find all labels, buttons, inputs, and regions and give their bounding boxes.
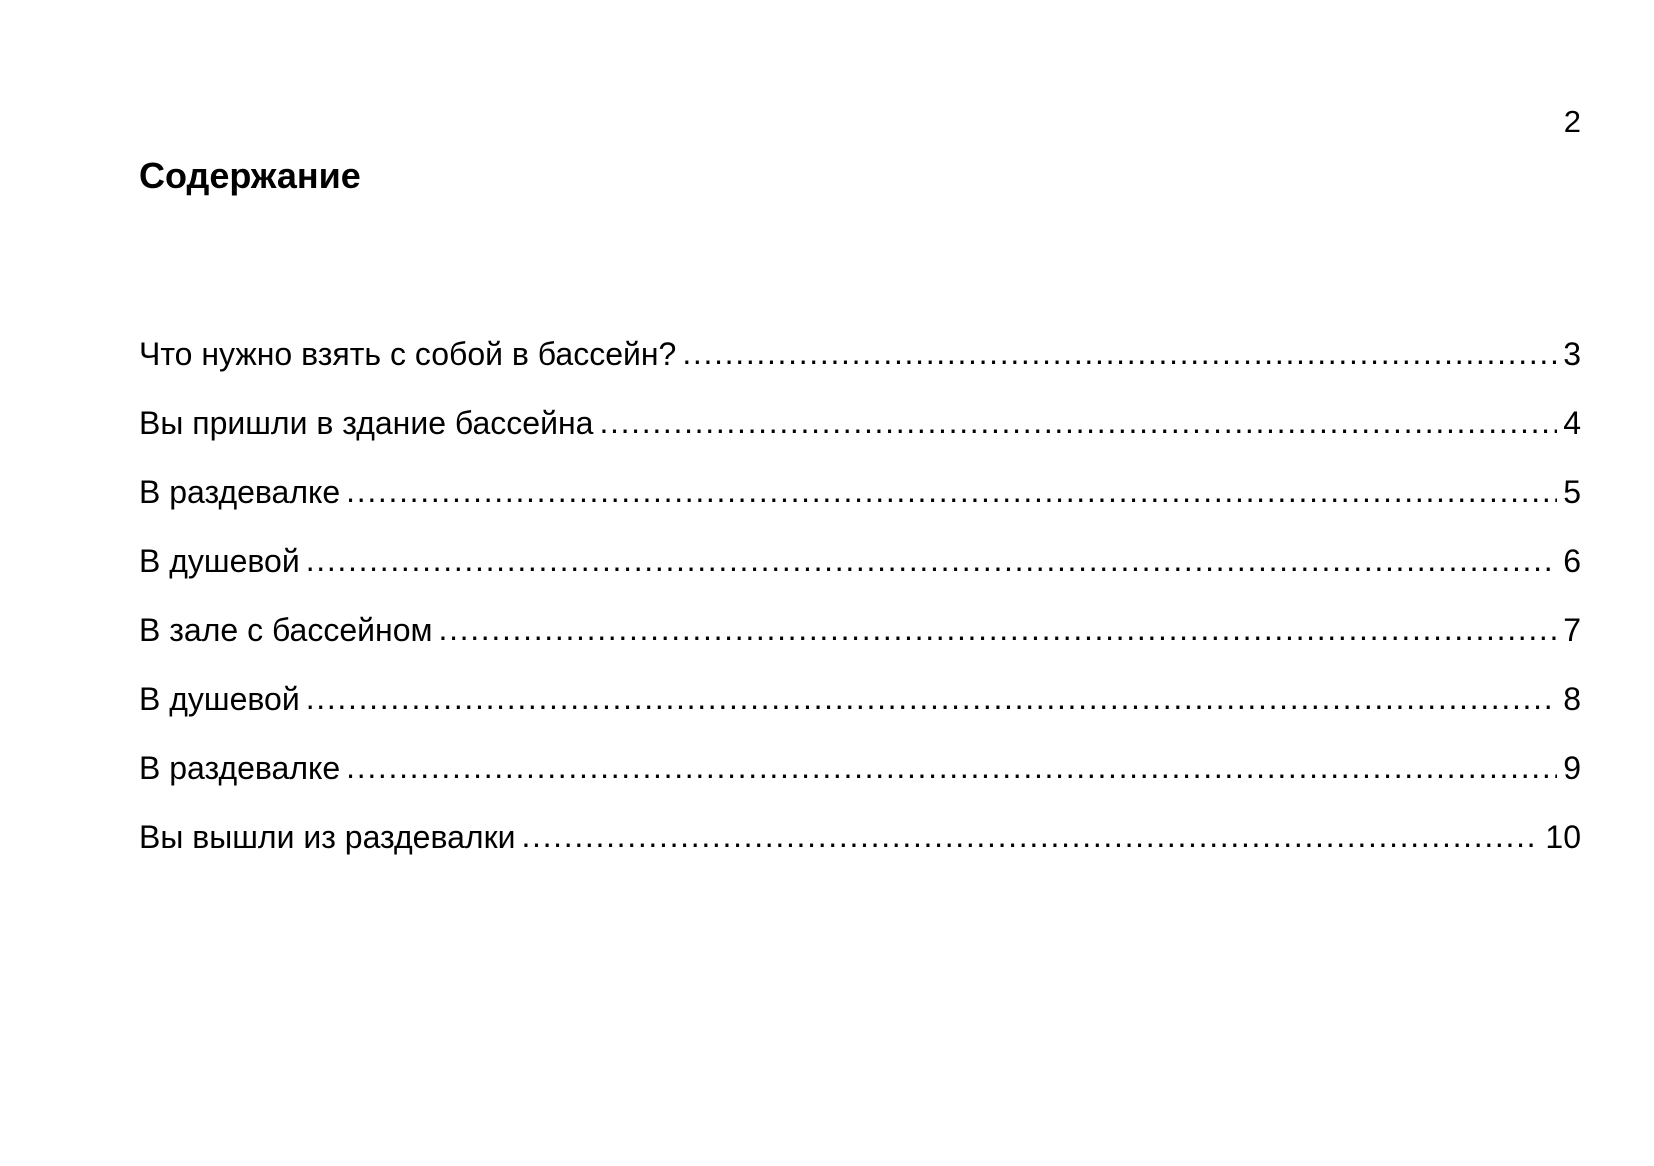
toc-entry-page: 7 (1563, 612, 1581, 648)
toc-entry[interactable] (139, 819, 1581, 888)
dot-leader (599, 404, 1557, 440)
toc-entry-label: В душевой (139, 543, 300, 579)
dot-leader (682, 335, 1557, 371)
toc-entry-label: В зале с бассейном (139, 612, 433, 648)
toc-entry-label: В душевой (139, 681, 300, 717)
toc-entry-label: Что нужно взять с собой в бассейн? (139, 336, 677, 372)
dot-leader (438, 611, 1557, 647)
toc-entry[interactable] (139, 612, 1581, 681)
dot-leader (306, 542, 1558, 578)
toc-entry[interactable] (139, 474, 1581, 543)
toc-list (139, 336, 1581, 888)
toc-entry[interactable] (139, 405, 1581, 474)
toc-entry[interactable] (139, 543, 1581, 612)
dot-leader (346, 749, 1557, 785)
toc-entry-page: 3 (1563, 336, 1581, 372)
toc-entry-label: В раздевалке (139, 750, 341, 786)
dot-leader (521, 818, 1539, 854)
toc-entry[interactable] (139, 750, 1581, 819)
dot-leader (306, 680, 1558, 716)
toc-title: Содержание (139, 155, 361, 196)
toc-entry-page: 6 (1563, 543, 1581, 579)
toc-entry-page: 8 (1563, 681, 1581, 717)
dot-leader (346, 473, 1557, 509)
page-number: 2 (1563, 104, 1581, 139)
toc-entry-label: В раздевалке (139, 474, 341, 510)
toc-entry-label: Вы вышли из раздевалки (139, 819, 516, 855)
toc-entry-page: 9 (1563, 750, 1581, 786)
toc-entry-page: 10 (1545, 819, 1581, 855)
toc-entry-page: 4 (1563, 405, 1581, 441)
toc-entry[interactable] (139, 336, 1581, 405)
toc-entry[interactable] (139, 681, 1581, 750)
toc-entry-page: 5 (1563, 474, 1581, 510)
toc-entry-label: Вы пришли в здание бассейна (139, 405, 594, 441)
